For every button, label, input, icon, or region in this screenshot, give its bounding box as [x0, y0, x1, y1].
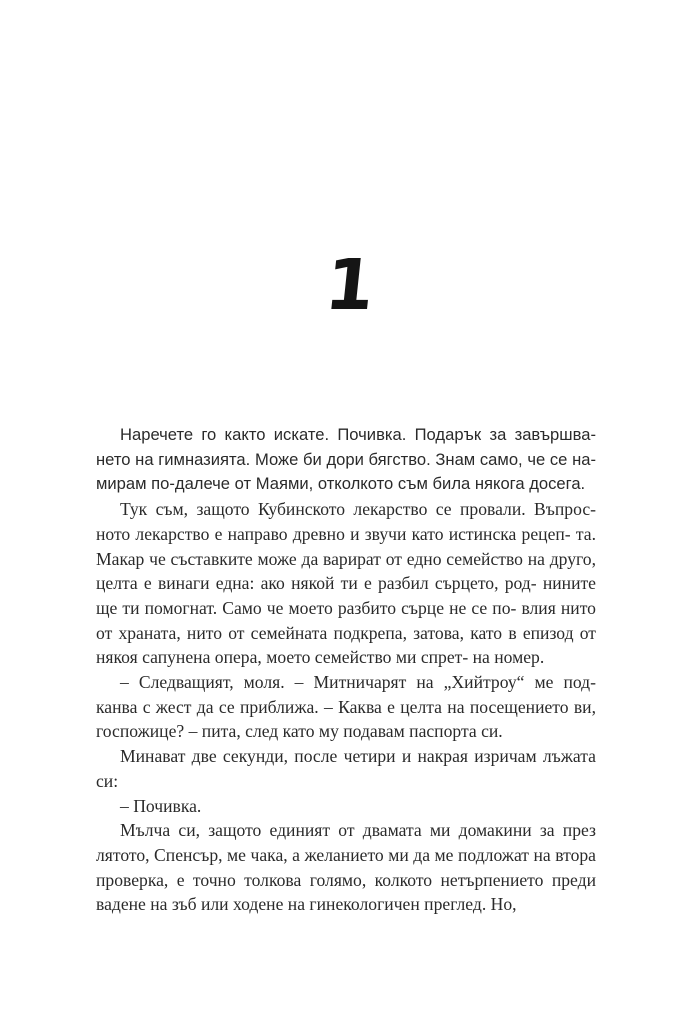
paragraph-line: ното лекарство е направо древно и звучи като истинска рецеп-	[96, 523, 571, 544]
paragraph-line: Мълча си, защото единият от двамата ми домакини за през	[120, 820, 596, 841]
paragraph-line: друго, целта е винаги една: ако някой ти е разбил сърцето, род-	[96, 548, 597, 594]
paragraph-line: – Следващият, моля. – Митничарят на „Хийтроу“ ме под-	[120, 672, 596, 693]
paragraph-line: нето на гимназията. Може би дори бягство. Знам само, че се на-	[96, 449, 596, 469]
paragraph-line: на номер.	[472, 647, 545, 668]
paragraph-line: в епизод от някоя сапунена опера, моето семейство ми спрет-	[96, 622, 596, 668]
paragraph-5	[96, 794, 596, 819]
paragraph-line: Наречете го както искате. Почивка. Подарък за завършва-	[120, 425, 596, 444]
paragraph-line: влия нито от храната, нито от семейната подкрепа, затова, като	[96, 597, 596, 643]
paragraph-4	[96, 744, 596, 793]
chapter-body	[96, 423, 596, 917]
paragraph-line: нините ще ти помогнат. Само че моето разбито сърце не се по-	[96, 573, 596, 618]
paragraph-2	[96, 497, 596, 670]
paragraph-line: канва с жест да се приближа. – Каква е целта на посещението	[96, 696, 569, 717]
paragraph-line: мирам по-далече от Маями, отколкото съм била някога досега.	[96, 474, 586, 494]
paragraph-line: преди вадене на зъб или ходене на гинекологичен преглед. Но,	[96, 869, 596, 915]
paragraph-line: та. Макар че съставките може да варират от едно семейство на	[96, 523, 596, 569]
paragraph-line: – Почивка.	[120, 795, 202, 816]
paragraph-line: лятото, Спенсър, ме чака, а желанието ми да ме подложат на	[96, 844, 551, 865]
chapter-number: 1	[321, 244, 379, 326]
paragraph-6	[96, 818, 596, 917]
paragraph-3	[96, 670, 596, 744]
paragraph-line: Тук съм, защото Кубинското лекарство се провали. Въпрос-	[120, 499, 596, 520]
paragraph-line: ви, госпожице? – пита, след като му подавам паспорта си.	[96, 696, 596, 742]
paragraph-1	[96, 423, 596, 497]
paragraph-line: втора проверка, е точно толкова голямо, колкото нетърпението	[96, 844, 596, 890]
paragraph-line: Минават две секунди, после четири и накрая изричам лъжата си:	[96, 746, 596, 791]
